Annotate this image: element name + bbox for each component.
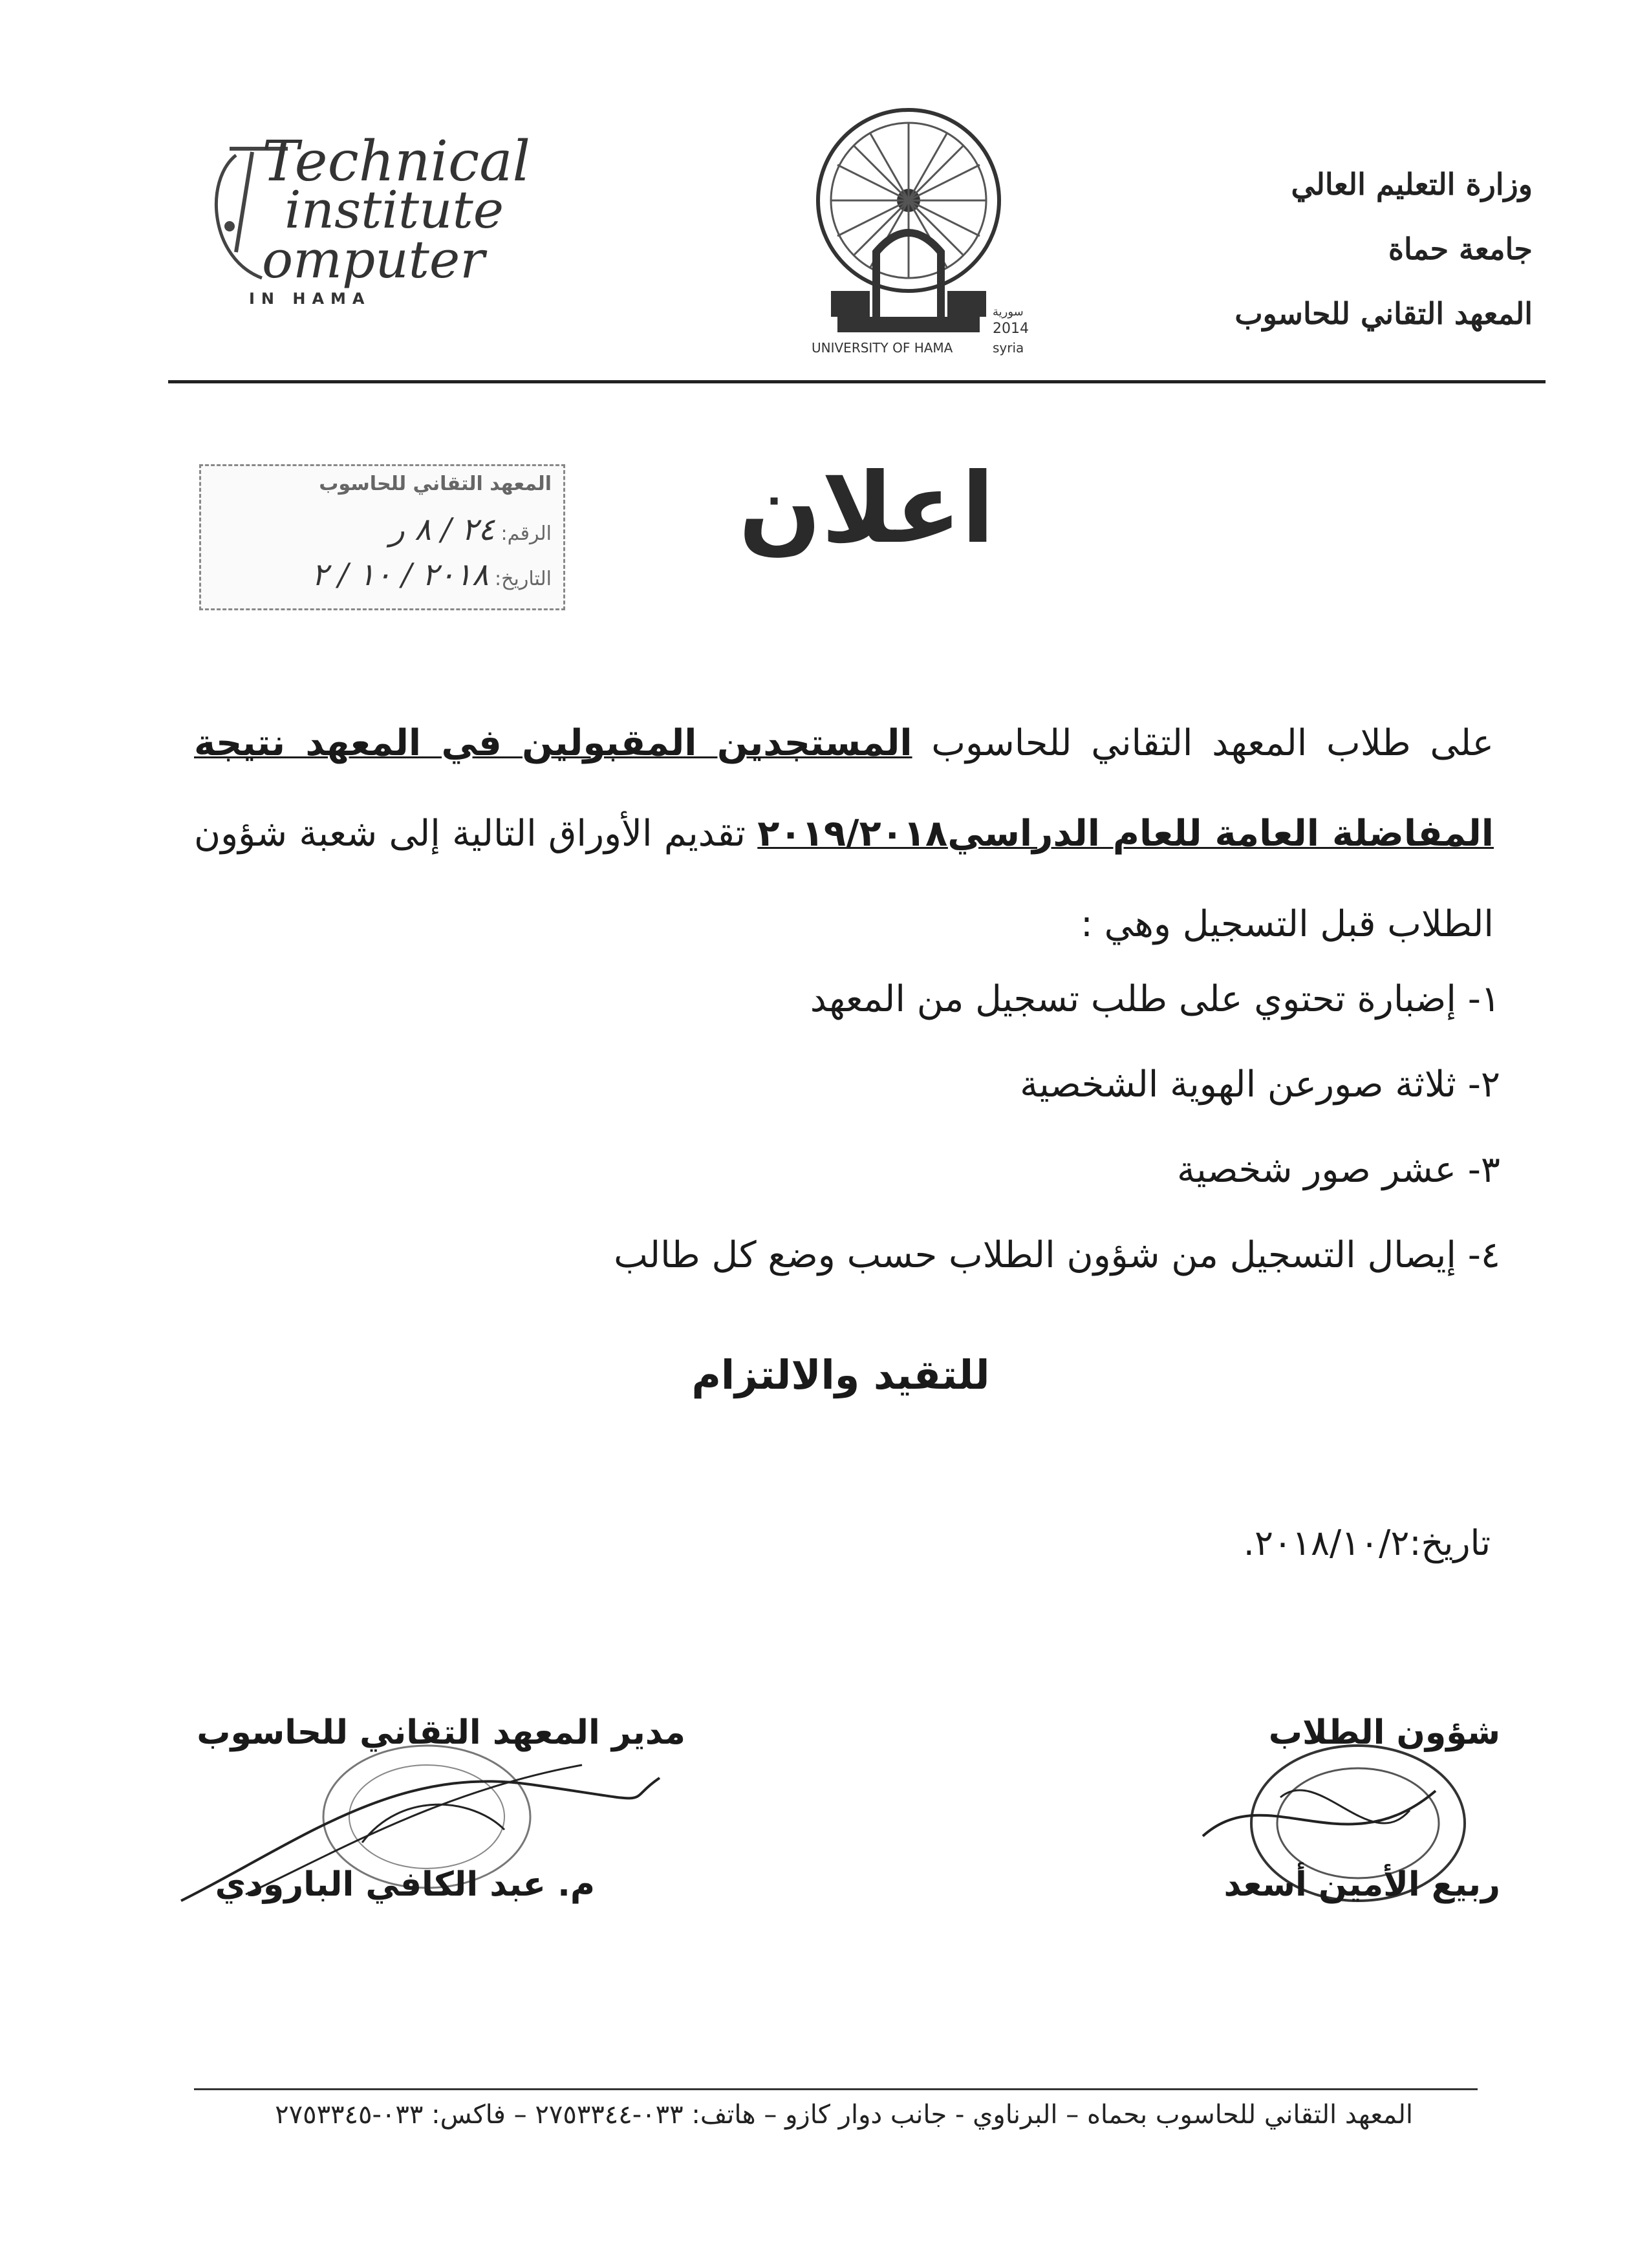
director-name: م. عبد الكافي البارودي bbox=[215, 1865, 595, 1904]
emblem-country-ar: سورية bbox=[993, 305, 1024, 319]
waterwheel-icon bbox=[799, 103, 1031, 375]
logo-line-institute: institute bbox=[285, 180, 504, 240]
list-item: ١- إضبارة تحتوي على طلب تسجيل من المعهد bbox=[810, 978, 1500, 1020]
stamp-heading: المعهد التقاني للحاسوب bbox=[319, 473, 552, 495]
stamp-number-row bbox=[201, 511, 563, 548]
stamp-date-row bbox=[201, 557, 563, 593]
stamp-number-value: ٢٤ / ٨ ر bbox=[389, 511, 495, 548]
emblem-country-en: syria bbox=[993, 340, 1024, 356]
logo-line-in-hama: IN HAMA bbox=[249, 290, 371, 308]
header-divider bbox=[168, 380, 1546, 383]
closing-note: للتقيد والالتزام bbox=[691, 1351, 990, 1398]
logo-line-computer: omputer bbox=[262, 230, 485, 290]
list-item: ٢- ثلاثة صورعن الهوية الشخصية bbox=[1020, 1064, 1500, 1106]
director-signature-block bbox=[168, 1713, 685, 1933]
document-date: تاريخ:٢٠١٨/١٠/٢. bbox=[1243, 1523, 1491, 1563]
stamp-date-value: ٢٠١٨ / ١٠ / ٢ bbox=[311, 557, 489, 593]
list-item: ٣- عشر صور شخصية bbox=[1176, 1149, 1500, 1191]
university-line: جامعة حماة bbox=[1388, 231, 1533, 266]
list-item: ٤- إيصال التسجيل من شؤون الطلاب حسب وضع كل طالب bbox=[614, 1234, 1500, 1276]
footer-divider bbox=[194, 2088, 1478, 2090]
stamp-date-label: التاريخ: bbox=[495, 568, 552, 590]
organization-header bbox=[1132, 152, 1533, 346]
university-emblem bbox=[799, 103, 1031, 375]
stamp-number-label: الرقم: bbox=[501, 522, 552, 545]
requirements-list bbox=[272, 957, 1500, 1298]
student-affairs-title: شؤون الطلاب bbox=[1268, 1713, 1500, 1752]
director-title: مدير المعهد التقاني للحاسوب bbox=[197, 1713, 685, 1752]
emblem-year: 2014 bbox=[993, 321, 1029, 337]
body-intro: على طلاب المعهد التقاني للحاسوب bbox=[912, 722, 1494, 764]
announcement-title bbox=[569, 453, 1164, 565]
announcement-body bbox=[194, 698, 1494, 970]
institute-line: المعهد التقاني للحاسوب bbox=[1234, 296, 1533, 331]
reference-stamp bbox=[199, 464, 565, 610]
logo-line-technical: Technical bbox=[262, 129, 530, 194]
student-affairs-name: ربيع الأمين أسعد bbox=[1223, 1865, 1500, 1904]
body-rest: تقديم الأوراق التالية إلى شعبة شؤون الطلاب قبل التسجيل وهي : bbox=[194, 813, 1494, 945]
body-underlined: المستجدين المقبولين في المعهد نتيجة المفاضلة العامة للعام الدراسي٢٠١٩/٢٠١٨ bbox=[194, 722, 1494, 855]
student-affairs-signature-block bbox=[1164, 1713, 1500, 1933]
emblem-caption: UNIVERSITY OF HAMA bbox=[812, 340, 953, 356]
institute-logo bbox=[191, 129, 553, 317]
title-text: اعلان bbox=[738, 453, 995, 565]
ministry-line: وزارة التعليم العالي bbox=[1291, 167, 1533, 202]
footer-contact: المعهد التقاني للحاسوب بحماه – البرناوي - جانب دوار كازو – هاتف: ٠٣٣-٢٧٥٣٣٤٤ – فاكس: ٠٣٣-٢٧٥٣٣٤٥ bbox=[275, 2100, 1413, 2130]
